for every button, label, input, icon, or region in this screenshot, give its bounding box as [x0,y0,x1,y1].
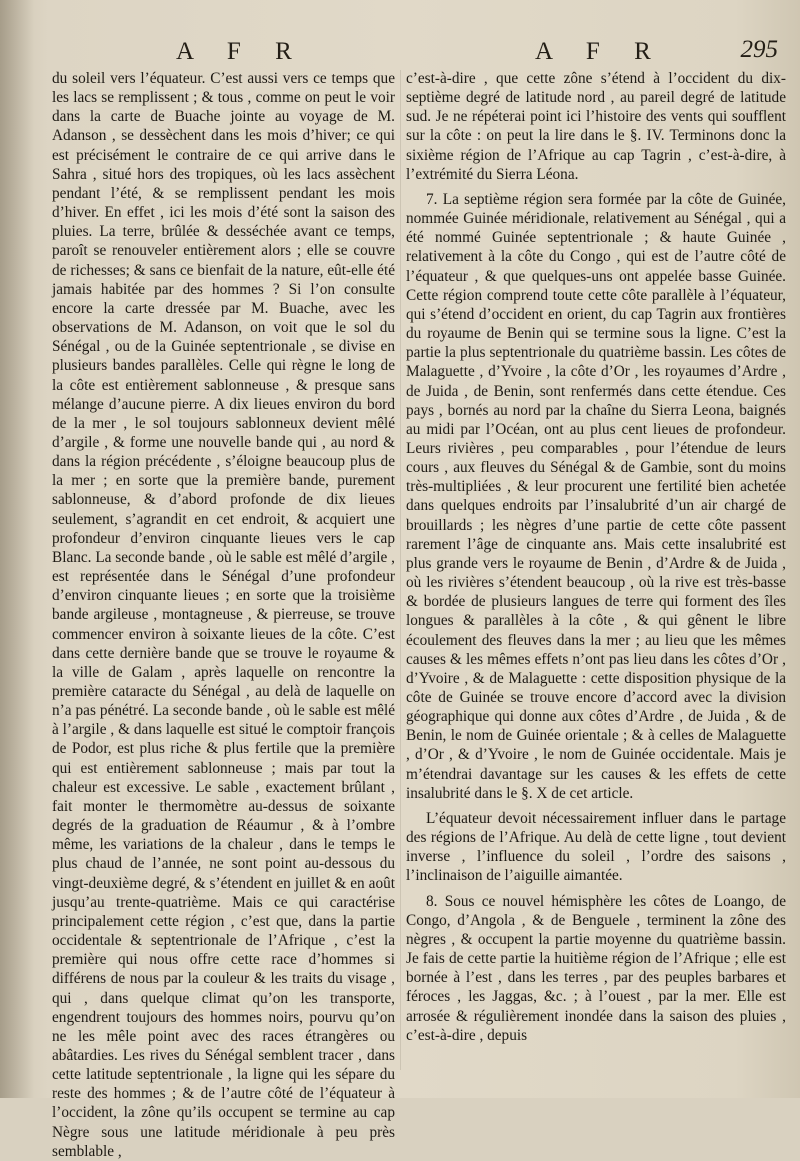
left-running-head: A F R [176,38,306,65]
page-number: 295 [740,36,778,63]
right-text-column [406,69,786,1079]
right-running-head: A F R [535,38,665,65]
column-gutter [400,70,401,1070]
binding-shadow [0,0,34,1098]
left-text-column [52,69,395,1160]
right-paragraph-1: c’est-à-dire , que cette zône s’étend à l’occident du dix-septième degré de latitude nord , au pareil degré de latitude sud. Je ne répéterai point ici l’histoire des vents qui soufflent sur la côte : on peut la lire dans le §. IV. Terminons donc la sixième région de l’Afrique au cap Tagrin , c’est-à-dire, à l’extrémité du Sierra Léona. [406,70,786,183]
right-paragraph-4: 8. Sous ce nouvel hémisphère les côtes de Loango, de Congo, d’Angola , & de Benguele , terminent la zône des nègres , & occupent la partie moyenne du quatrième bassin. Je fais de cette partie la huitième région de l’Afrique ; elle est bornée à l’est , dans les terres , par des peuples barbares et féroces , les Jaggas, &c. ; à l’ouest , par la mer. Elle est arrosée & régulièrement inondée dans la saison des pluies , c’est-à-dire , depuis [406,892,786,1044]
right-paragraph-3: L’équateur devoit nécessairement influer dans le partage des régions de l’Afrique. Au delà de cette ligne , tout devient inverse , l’influence du soleil , l’ordre des saisons , l’inclinaison de l’aiguille aimantée. [406,809,786,885]
left-paragraph-1: du soleil vers l’équateur. C’est aussi vers ce temps que les lacs se remplissent ; & tous , comme on peut le voir dans la carte de Buache jointe au voyage de M. Adanson , se dessèchent dans les mois d’hiver; ce qui est précisément le contraire de ce qui arrive dans le Sahra , situé hors des tropiques, où les lacs assèchent pendant l’été, & se remplissent pendant les mois d’hiver. En effet , ici les mois d’été sont la saison des pluies. La terre, brûlée & desséchée avant ce temps, paroît se renouveler entièrement alors ; elle se couvre de richesses; & sans ce bienfait de la nature, eût-elle été jamais habitée par des hommes ? Si l’on consulte encore la carte dressée par M. Buache, avec les observations de M. Adanson, on voit que le sol du Sénégal , ou de la Guinée septentrionale , se divise en plusieurs bandes parallèles. Celle qui règne le long de la côte est entièrement sablonneuse , & presque sans mélange d’aucune pierre. A dix lieues environ du bord de la mer , le sol toujours sablonneux devient mêlé d’argile , & forme une nouvelle bande qui , au nord & dans la région précédente , s’éloigne beaucoup plus de la mer ; en sorte que la première bande, purement sablonneuse, & d’abord profonde de dix lieues seulement, s’agrandit en cet endroit, & acquiert une profondeur d’environ cinquante lieues vers le cap Blanc. La seconde bande , où le sable est mêlé d’argile , est représentée dans le Sénégal d’une profondeur d’environ cinquante lieues ; en sorte que la troisième bande argileuse , montagneuse , & pierreuse, se trouve commencer environ à soixante lieues de la côte. C’est dans cette dernière bande que se trouve le royaume & la ville de Galam , après laquelle on rencontre la première cataracte du Sénégal , au delà de laquelle on n’a pas pénétré. La seconde bande , où le sable est mêlé à l’argile , & dans laquelle est situé le comptoir françois de Podor, est plus riche & plus fertile que la première qui est entièrement sablonneuse ; mais par tout la chaleur est excessive. Le sable , exactement brûlant , fait monter le thermomètre au-dessus de soixante degrés de la graduation de Réaumur , & à l’ombre même, les variations de la chaleur , dans le temps le plus chaud de l’année, ne sont point au-dessous du vingt-deuxième degré, & s’étendent en juillet & en août jusqu’au trente-quatrième. Mais ce qui caractérise principalement cette région , c’est que, dans la partie occidentale & septentrionale de l’Afrique , c’est la première qui nous offre cette race d’hommes si différens de nous par la couleur & les traits du visage , qui , dans quelque climat qu’on les transporte, engendrent toujours des hommes noirs, pourvu qu’on ne les mêle point avec des races étrangères ou abâtardies. Les rives du Sénégal semblent tracer , dans cette latitude septentrionale , la ligne qui les sépare du reste des hommes ; & de l’autre côté de l’équateur à l’occident, la zône qu’ils occupent se termine au cap Nègre sous une latitude méridionale à peu près semblable , [52,70,395,1160]
right-paragraph-2: 7. La septième région sera formée par la côte de Guinée, nommée Guinée méridionale, relativement au Sénégal , qui a été nommé Guinée septentrionale ; & haute Guinée , relativement à la côte du Congo , qui est de l’autre côté de l’équateur , & que quelques-uns ont appelée basse Guinée. Cette région comprend toute cette côte parallèle à l’équateur, qui s’étend d’occident en orient, du cap Tagrin aux frontières du royaume de Benin qui se termine sous la ligne. C’est la partie la plus septentrionale du quatrième bassin. Les côtes de Malaguette , d’Yvoire , la côte d’Or , les royaumes d’Ardre , de Juida , de Benin, sont renfermés dans cette étendue. Ces pays , bornés au nord par la chaîne du Sierra Leona, baignés au midi par l’Océan, ont au plus cent lieues de profondeur. Leurs rivières , peu comparables , pour l’étendue de leurs cours , aux fleuves du Sénégal & de Gambie, sont du moins très-multipliées , & leur procurent une fertilité bien achetée dans quelques endroits par l’insalubrité d’un air chargé de brouillards ; les nègres d’une partie de cette côte passent rarement l’âge de cinquante ans. Mais cette insalubrité est plus grande vers le royaume de Benin , d’Ardre & de Juida , où les rivières s’étendent beaucoup , où la rive est très-basse & bordée de plusieurs langues de terre qui forment des îles longues & parallèles à la côte , & qui gênent le libre écoulement des fleuves dans la mer ; au lieu que les mêmes causes & les mêmes effets n’ont pas lieu dans les côtes d’Or , d’Yvoire , & de Malaguette : cette disposition physique de la côte de Guinée se trouve encore d’accord avec la division géographique qui donne aux côtes d’Ardre , de Juida , & de Benin, le nom de Guinée orientale ; & à celles de Malaguette , d’Or , & d’Yvoire , le nom de Guinée occidentale. Mais je m’étendrai davantage sur les causes & les effets de cette insalubrité dans le §. X de cet article. [406,190,786,802]
